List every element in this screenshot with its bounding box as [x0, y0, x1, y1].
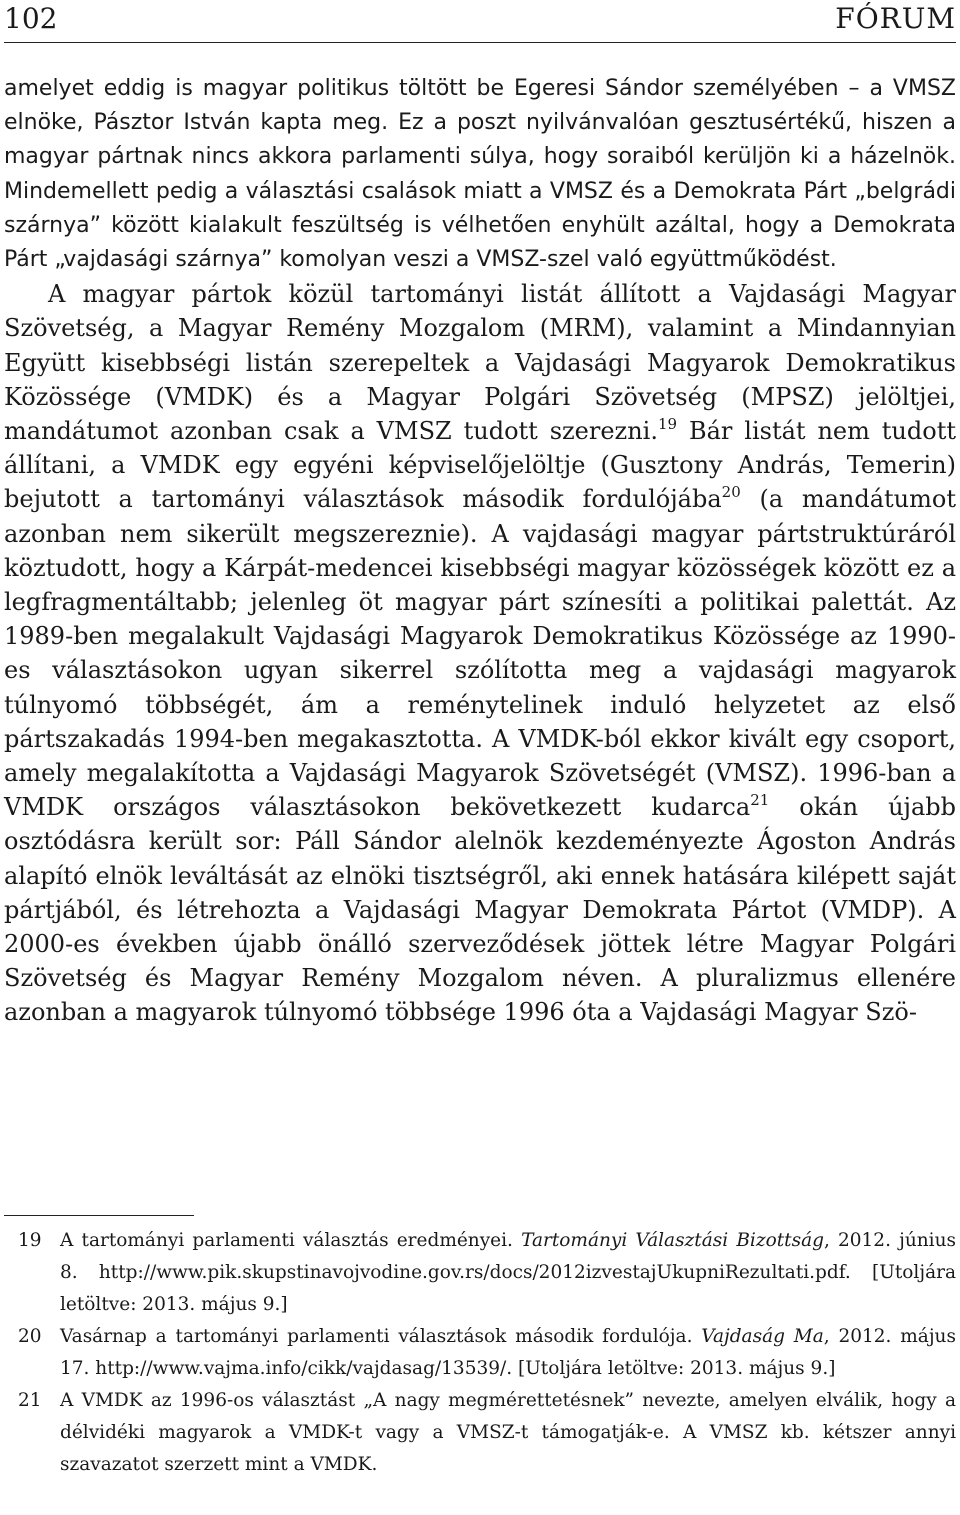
paragraph-2 [4, 277, 956, 1029]
footnote-text-start: A tartományi parlamenti választás eredményei. [60, 1230, 522, 1251]
footnote-text [60, 1385, 956, 1481]
footnote-text-end: , 2012. május 17. http://www.vajma.info/cikk/vajdasag/13539/. [Utoljára letöltve: 2013. május 9.] [60, 1326, 956, 1379]
page-number: 102 [4, 2, 58, 35]
footnote-number: 21 [18, 1390, 42, 1411]
article-body [4, 72, 956, 1030]
paragraph-2-part-1: A magyar pártok közül tartományi listát állított a Vajdasági Magyar Szövetség, a Magyar Remény Mozgalom (MRM), valamint a Mindannyian Együtt kisebbségi listán szerepeltek a Vajdasági Magyarok Demokratikus Közössége (VMDK) és a Magyar Polgári Szövetség (MPSZ) jelöltjei, mandátumot azonban csak a VMSZ tudott szerezni. [4, 280, 956, 446]
footnote-text-start: Vasárnap a tartományi parlamenti választások második fordulója. [60, 1326, 702, 1347]
journal-title: FÓRUM [835, 2, 956, 35]
footnote-19 [4, 1225, 956, 1321]
footnote-ref-19[interactable]: 19 [657, 415, 678, 434]
footnote-text [60, 1225, 956, 1321]
footnote-text-end: , 2012. június 8. http://www.pik.skupstinavojvodine.gov.rs/docs/2012izvestajUkupniRezultati.pdf. [Utoljára letöltve: 2013. május 9.] [60, 1230, 956, 1315]
footnote-ref-21[interactable]: 21 [750, 791, 770, 810]
footnote-number: 19 [18, 1230, 42, 1251]
paragraph-2-part-3: (a mandátumot azonban nem sikerült megszereznie). A vajdasági magyar pártstruktúráról köztudott, hogy a Kárpát-medencei kisebbségi magyar közösségek között ez a legfragmentáltabb; jelenleg öt magyar párt színesíti a politikai palettát. Az 1989-ben megalakult Vajdasági Magyarok Demokratikus Közössége az 1990-es választásokon ugyan sikerrel szólította meg a vajdasági magyarok túlnyomó többségét, ám a reménytelinek induló helyzetet az első pártszakadás 1994-ben megakasztotta. A VMDK-ból ekkor kivált egy csoport, amely megalakította a Vajdasági Magyarok Szövetségét (VMSZ). 1996-ban a VMDK országos választásokon bekövetkezett kudarca [4, 485, 956, 822]
footnote-text-start: A VMDK az 1996-os választást „A nagy megmérettetésnek” nevezte, amelyen elválik, hogy a délvidéki magyarok a VMDK-t vagy a VMSZ-t támogatják-e. A VMSZ kb. kétszer annyi szavazatot szerzett mint a VMDK. [60, 1390, 956, 1475]
footnote-number: 20 [18, 1326, 42, 1347]
footnote-21 [4, 1385, 956, 1481]
footnote-20 [4, 1321, 956, 1385]
footnotes [4, 1225, 956, 1481]
footnote-ref-20[interactable]: 20 [721, 483, 741, 502]
paragraph-1: amelyet eddig is magyar politikus töltött be Egeresi Sándor személyében – a VMSZ elnöke, Pásztor István kapta meg. Ez a poszt nyilvánvalóan gesztusértékű, hiszen a magyar pártnak nincs akkora parlamenti súlya, hogy soraiból kerüljön ki a házelnök. Mindemellett pedig a választási csalások miatt a VMSZ és a Demokrata Párt „belgrádi szárnya” között kialakult feszültség is vélhetően enyhült azáltal, hogy a Demokrata Párt „vajdasági szárnya” komolyan veszi a VMSZ-szel való együttműködést. [4, 76, 956, 273]
footnote-source-title: Tartományi Választási Bizottság [521, 1230, 824, 1251]
footnote-text [60, 1321, 956, 1385]
paragraph-2-part-4: okán újabb osztódásra került sor: Páll Sándor alelnök kezdeményezte Ágoston András alapító elnök leváltását az elnöki tisztségről, aki ennek hatására kilépett saját pártjából, és létrehozta a Vajdasági Magyar Demokrata Pártot (VMDP). A 2000-es években újabb önálló szerveződések jöttek létre Magyar Polgári Szövetség és Magyar Remény Mozgalom néven. A pluralizmus ellenére azonban a magyarok túlnyomó többsége 1996 óta a Vajdasági Magyar Szö- [4, 793, 957, 1027]
footnote-separator [4, 1215, 194, 1216]
header-rule [4, 42, 956, 43]
footnote-source-title: Vajdaság Ma [701, 1326, 824, 1347]
paragraph-2-part-2: Bár listát nem tudott állítani, a VMDK egy egyéni képviselőjelöltje (Gusztony András, Temerin) bejutott a tartományi választások második fordulójába [4, 417, 956, 514]
page-header [4, 2, 956, 36]
